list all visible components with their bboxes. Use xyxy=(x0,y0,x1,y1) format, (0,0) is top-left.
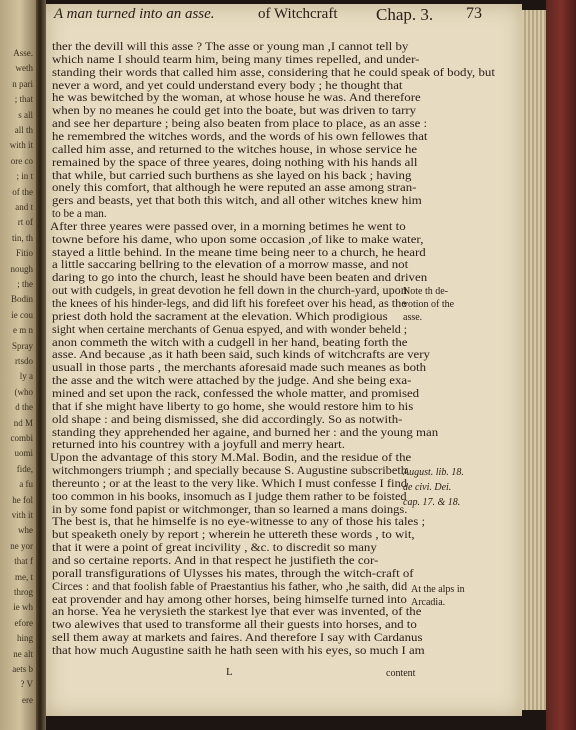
left-page-fragment: throg xyxy=(14,587,33,597)
text-line: mined and set upon the rack, confessed the whole matter, and promised xyxy=(52,387,420,400)
left-page-fragment: Fitio xyxy=(15,248,33,259)
left-page-fragment: of the xyxy=(12,186,33,197)
text-line: sight when certaine merchants of Genua espyed, and with wonder beheld ; xyxy=(52,323,408,336)
text-line: an horse. Yea he verysieth the starkest lye that ever was invented, of the xyxy=(52,606,422,619)
text-line: The best is, that he himselfe is no eye-witnesse to any of those his tales ; xyxy=(52,516,426,529)
note-line: August. lib. 18. xyxy=(403,467,464,478)
text-line: thereunto ; or at the least to the very like. Which I must confesse I find xyxy=(52,477,408,490)
note-line: Arcadia. xyxy=(411,597,446,608)
text-line: witchmongers triumph ; and specially because S. Augustine subscribeth xyxy=(52,465,407,478)
left-page-fragment: s all xyxy=(18,109,33,120)
left-page-fragment: he fol xyxy=(12,494,33,505)
text-line: he was bewitched by the woman, at whose house he was. And therefore xyxy=(52,92,421,105)
left-page-fragment: Asse. xyxy=(13,48,33,58)
book-gutter xyxy=(36,0,46,730)
signature-mark: L xyxy=(226,666,233,678)
chapter-label: Chap. 3. xyxy=(376,5,434,24)
text-line: never a word, and yet could understand every body ; he thought that xyxy=(52,79,403,92)
left-page-fragment: ; in t xyxy=(16,171,33,182)
marginal-note-devotion xyxy=(403,287,454,323)
left-page-fragment: rt of xyxy=(17,217,33,228)
left-page-fragment: fide, xyxy=(16,463,33,474)
text-line: priest doth hold the sacrament at the elevation. Which prodigious xyxy=(52,310,388,323)
text-line: which name I should tearm him, being many times repelled, and under- xyxy=(52,53,420,66)
text-line: onely this comfort, that although he were reputed an asse among stran- xyxy=(52,182,417,195)
note-line: de civi. Dei. xyxy=(403,482,452,493)
left-page-fragment: ne yor xyxy=(10,540,33,551)
left-page-fragment: aets b xyxy=(12,664,33,674)
text-line: and see her departure ; being also beaten from place to place, as an asse : xyxy=(52,118,428,131)
text-line: called him asse, and returned to the witches house, in whose service he xyxy=(52,143,418,156)
left-page-fragment: ly a xyxy=(19,371,33,382)
left-page-fragment: efore xyxy=(14,617,33,628)
left-page-fragment: ere xyxy=(22,694,33,705)
left-page-fragment: ; the xyxy=(17,279,33,289)
left-page-fragment: and t xyxy=(15,202,33,212)
text-line: remained by the space of three yeares, doing nothing with his hands all xyxy=(52,156,418,169)
text-line: stayed a little behind. In the meane time being neer to a church, he heard xyxy=(52,246,426,259)
left-page-fragment: me, t xyxy=(15,571,33,582)
text-line: After three yeares were passed over, in a morning betimes he went to xyxy=(50,220,406,233)
text-line: standing they apprehended her againe, and burned her : and the young man xyxy=(52,426,439,439)
page-number: 73 xyxy=(466,5,482,22)
running-head-left: A man turned into an asse. xyxy=(54,6,215,22)
left-page-edge xyxy=(0,0,36,730)
left-page-fragment: uomi xyxy=(14,448,33,459)
text-line: anon commeth the witch with a cudgell in her hand, beating forth the xyxy=(52,336,408,349)
left-page-fragment: combi xyxy=(10,433,33,443)
left-page-fragment: all th xyxy=(14,125,33,135)
left-page-fragment: d the xyxy=(15,402,33,413)
left-page-fragment: rtsdo xyxy=(15,356,33,366)
left-page-fragment: ? V xyxy=(20,679,33,690)
text-line: two alewives that used to transforme all their guests into horses, and to xyxy=(52,619,417,632)
note-line: votion of the xyxy=(403,299,455,310)
left-page-fragment: e m n xyxy=(13,325,33,336)
note-line: Note th de- xyxy=(403,286,448,297)
text-line: gers and beasts, yet that both this witch, and all other witches knew him xyxy=(52,195,422,208)
left-page-fragment: whe xyxy=(18,525,33,536)
text-line: porall transfigurations of Ulysses his mates, through the witch-craft of xyxy=(52,567,414,580)
left-page-fragment: ie wh xyxy=(13,602,33,613)
marginal-note-augustine xyxy=(403,468,464,508)
text-line: old shape : and being dismissed, she did accordingly. So as notwith- xyxy=(52,413,403,426)
text-line: Circes : and that foolish fable of Praestantius his father, who ,he saith, did xyxy=(52,580,408,593)
note-line: cap. 17. & 18. xyxy=(403,497,461,508)
text-line: in by some fond papist or witchmonger, than so learned a mans doings. xyxy=(52,503,408,516)
text-line: that it were a point of great incivility , &c. to discredit so many xyxy=(52,542,377,555)
text-line: and so certaine reports. And in that respect he justifieth the cor- xyxy=(52,555,379,567)
left-page-fragment: weth xyxy=(15,63,33,74)
marginal-note-alps xyxy=(411,585,465,608)
text-line: but speaketh onely by report ; wherein he uttereth these words , to wit, xyxy=(52,529,415,542)
text-line: asse. And because ,as it hath been said, such kinds of witchcrafts are very xyxy=(52,349,430,362)
text-line: the asse and the witch were attached by the judge. And she being exa- xyxy=(52,375,412,388)
text-line: Upon the advantage of this story M.Mal. Bodin, and the residue of the xyxy=(50,452,412,465)
catchword: content xyxy=(386,668,416,679)
text-line: out with cudgels, in great devotion he fell down in the church-yard, upon xyxy=(52,285,407,298)
left-page-fragment: tin, th xyxy=(11,232,33,243)
left-page-fragment: n pari xyxy=(12,78,33,89)
note-line: asse. xyxy=(403,312,423,323)
left-page-fragment: hing xyxy=(16,633,33,644)
text-line: when by no meanes he could get into the boate, but was driven to tarry xyxy=(52,105,417,118)
text-line: that while, but carried such burthens as she layed on his back ; having xyxy=(52,169,412,182)
text-line: ther the devill will this asse ? The asse or young man ,I cannot tell by xyxy=(52,41,409,53)
text-line: he remembred the witches words, and the words of his own fellowes that xyxy=(52,130,428,143)
left-page-fragment: nough xyxy=(10,263,33,274)
text-line: daring to go into the church, least he should have been beaten and driven xyxy=(52,272,428,285)
left-page-fragment: (who xyxy=(14,386,33,397)
text-line: that how much Augustine saith he hath seen with his eyes, so much I am xyxy=(52,644,425,657)
text-line: that if she might have liberty to go home, she would restore him to his xyxy=(52,400,414,413)
left-page-fragment: ore co xyxy=(10,155,33,166)
text-line: sell them away at markets and faires. And therefore I say with Cardanus xyxy=(52,632,423,645)
left-page-fragment: nd M xyxy=(13,417,33,428)
left-page-fragment: Spray xyxy=(12,340,33,351)
left-page-fragment: with it xyxy=(9,140,33,151)
text-line: the knees of his hinder-legs, and did lift his forefeet over his head, as the xyxy=(52,298,407,310)
left-page-fragment: ie cou xyxy=(11,309,33,320)
left-page-fragment: ne alt xyxy=(13,648,33,659)
left-page-fragment: that f xyxy=(14,556,33,567)
left-page-fragment: vith it xyxy=(11,510,33,520)
text-line: too common in his books, insomuch as I judge them rather to be foisted xyxy=(52,490,407,503)
text-line: towne before his dame, who upon some occasion ,of like to make water, xyxy=(52,233,424,246)
text-line: standing their words that called him asse, considering that he could speak of body, but xyxy=(52,66,495,79)
running-head-center: of Witchcraft xyxy=(258,6,338,22)
left-page-fragment: Bodin xyxy=(10,294,33,305)
text-line: usuall in those parts , the merchants aforesaid made such meanes as both xyxy=(52,362,427,375)
text-line: a little saccaring bellring to the elevation of a morrow masse, and not xyxy=(52,259,409,272)
text-line: eat provender and hay among other horses, being himselfe turned into xyxy=(52,593,407,606)
text-line: returned into his countrey with a joyfull and merry heart. xyxy=(52,439,345,452)
book-page xyxy=(46,4,522,716)
note-line: At the alps in xyxy=(411,584,465,595)
left-page-fragment: ; that xyxy=(14,94,33,105)
left-page-fragment: a fu xyxy=(19,479,33,490)
text-line: to be a man. xyxy=(52,208,107,221)
book-cover xyxy=(546,0,576,730)
